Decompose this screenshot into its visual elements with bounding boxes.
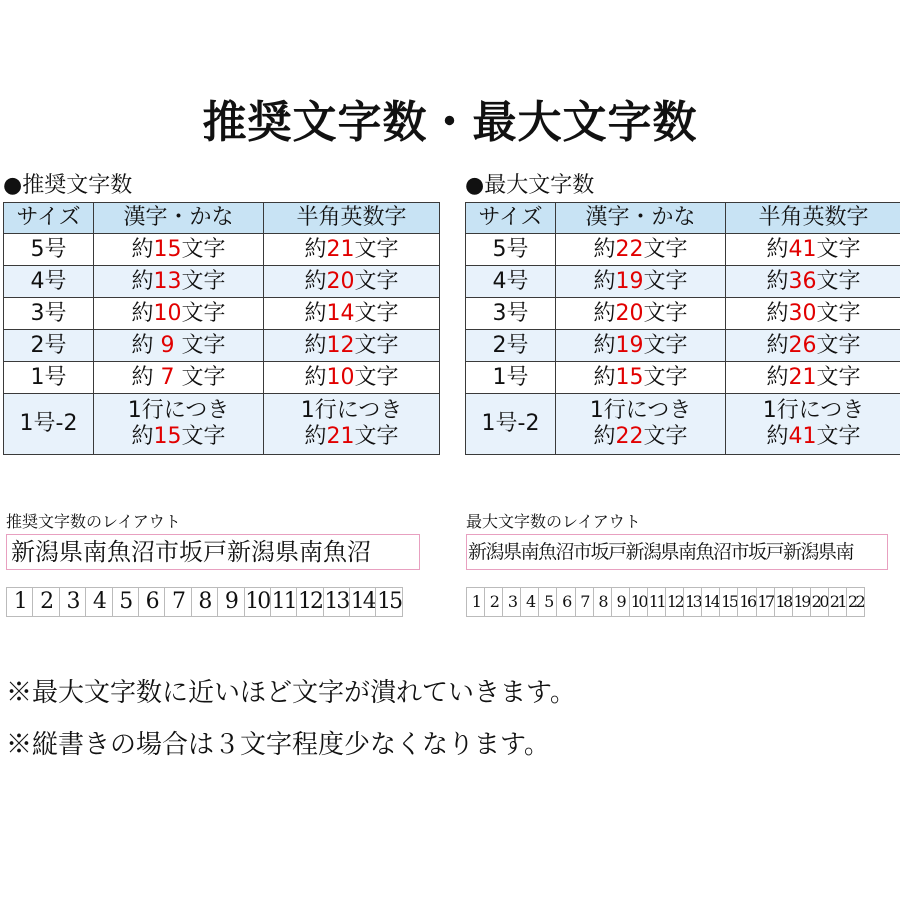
count-cell: 3 — [502, 587, 521, 617]
size-cell: 5号 — [4, 234, 94, 266]
size-cell: 1号 — [4, 362, 94, 394]
count-cell: 13 — [683, 587, 702, 617]
recommended-layout-label: 推奨文字数のレイアウト — [6, 512, 181, 531]
count-number: 20 — [326, 268, 355, 294]
count-cell: 2 — [484, 587, 503, 617]
count-number: 41 — [788, 424, 817, 449]
maximum-layout — [466, 512, 888, 617]
count-cell: 1 — [6, 587, 33, 617]
kana-count-cell — [556, 330, 726, 362]
kana-count-cell — [94, 298, 264, 330]
count-prefix: 約 — [304, 300, 327, 326]
count-number: 7 — [160, 364, 175, 390]
maximum-sample-text: 新潟県南魚沼市坂戸新潟県南魚沼市坂戸新潟県南 — [466, 534, 888, 570]
count-number: 14 — [326, 300, 355, 326]
count-suffix: 文字 — [354, 236, 399, 262]
maximum-layout-label: 最大文字数のレイアウト — [466, 512, 641, 531]
recommended-count-cells — [6, 587, 420, 617]
count-prefix: 約 — [304, 268, 327, 294]
count-number: 21 — [326, 424, 355, 449]
count-prefix: 約 — [766, 424, 789, 449]
count-suffix: 文字 — [174, 332, 226, 358]
count-cell: 5 — [538, 587, 557, 617]
count-prefix: 約 — [593, 268, 616, 294]
count-prefix: 約 — [593, 364, 616, 390]
count-number: 10 — [153, 300, 182, 326]
alpha-count-cell — [726, 362, 900, 394]
count-cell: 21 — [828, 587, 847, 617]
count-cell: 13 — [323, 587, 350, 617]
kana-count-cell — [94, 394, 264, 455]
size-cell: 5号 — [466, 234, 556, 266]
count-cell: 7 — [575, 587, 594, 617]
count-cell: 18 — [774, 587, 793, 617]
count-suffix: 文字 — [354, 300, 399, 326]
maximum-heading: ●最大文字数 — [465, 173, 595, 198]
count-prefix: 約 — [766, 236, 789, 262]
count-cell: 5 — [112, 587, 139, 617]
table-row — [466, 234, 900, 266]
alpha-count-cell — [726, 394, 900, 455]
count-suffix: 文字 — [643, 268, 688, 294]
table-row — [4, 298, 440, 330]
count-prefix: 約 — [593, 300, 616, 326]
count-number: 19 — [615, 268, 644, 294]
count-prefix: 約 — [766, 364, 789, 390]
kana-count-cell — [556, 234, 726, 266]
size-cell: 1号 — [466, 362, 556, 394]
size-cell: 1号-2 — [4, 394, 94, 455]
maximum-rows — [466, 234, 900, 455]
recommended-table — [3, 202, 440, 455]
alpha-count-cell — [726, 298, 900, 330]
table-row — [4, 362, 440, 394]
kana-count-cell — [94, 362, 264, 394]
count-prefix: 約 — [766, 268, 789, 294]
count-suffix: 文字 — [181, 236, 226, 262]
size-cell: 3号 — [466, 298, 556, 330]
count-suffix: 文字 — [354, 424, 399, 449]
alpha-count-cell — [264, 394, 440, 455]
count-prefix: 約 — [304, 424, 327, 449]
alpha-count-cell — [726, 234, 900, 266]
count-prefix: 約 — [131, 424, 154, 449]
note-crush: ※最大文字数に近いほど文字が潰れていきます。 — [6, 678, 576, 708]
count-suffix: 文字 — [181, 300, 226, 326]
per-line-label: 1行につき — [300, 398, 403, 423]
count-cell: 17 — [756, 587, 775, 617]
alpha-count-cell — [264, 330, 440, 362]
count-prefix: 約 — [304, 332, 327, 358]
count-line — [264, 424, 439, 450]
table-header-row — [466, 203, 900, 234]
kana-count-cell — [94, 330, 264, 362]
count-cell: 1 — [466, 587, 485, 617]
count-suffix: 文字 — [816, 300, 861, 326]
table-row — [466, 330, 900, 362]
count-number: 13 — [153, 268, 182, 294]
count-prefix: 約 — [766, 332, 789, 358]
recommended-heading: ●推奨文字数 — [3, 173, 133, 198]
recommended-rows — [4, 234, 440, 455]
count-suffix: 文字 — [816, 268, 861, 294]
count-cell: 14 — [701, 587, 720, 617]
count-line — [94, 424, 263, 450]
count-suffix: 文字 — [816, 332, 861, 358]
count-cell: 8 — [593, 587, 612, 617]
table-row — [466, 266, 900, 298]
count-number: 15 — [615, 364, 644, 390]
table-row — [4, 266, 440, 298]
count-suffix: 文字 — [816, 424, 861, 449]
table-row — [4, 330, 440, 362]
count-number: 20 — [615, 300, 644, 326]
kana-count-cell — [94, 266, 264, 298]
recommended-layout — [6, 512, 420, 617]
header-alpha: 半角英数字 — [726, 203, 900, 234]
count-prefix: 約 — [131, 268, 154, 294]
count-number: 15 — [153, 236, 182, 262]
count-prefix: 約 — [131, 332, 161, 358]
count-suffix: 文字 — [643, 300, 688, 326]
table-row — [4, 394, 440, 455]
table-row — [466, 394, 900, 455]
kana-count-cell — [94, 234, 264, 266]
count-cell: 4 — [85, 587, 112, 617]
table-header-row — [4, 203, 440, 234]
count-prefix: 約 — [593, 236, 616, 262]
count-cell: 8 — [191, 587, 218, 617]
count-cell: 11 — [647, 587, 666, 617]
alpha-count-cell — [264, 362, 440, 394]
count-number: 12 — [326, 332, 355, 358]
count-cell: 15 — [375, 587, 402, 617]
count-suffix: 文字 — [354, 332, 399, 358]
header-alpha: 半角英数字 — [264, 203, 440, 234]
count-suffix: 文字 — [354, 364, 399, 390]
alpha-count-cell — [264, 234, 440, 266]
count-cell: 16 — [737, 587, 756, 617]
count-prefix: 約 — [593, 424, 616, 449]
count-number: 9 — [160, 332, 175, 358]
per-line-label: 1行につき — [127, 398, 230, 423]
note-vertical: ※縦書きの場合は３文字程度少なくなります。 — [6, 730, 550, 760]
count-number: 19 — [615, 332, 644, 358]
page-title: 推奨文字数・最大文字数 — [202, 97, 698, 148]
count-cell: 3 — [59, 587, 86, 617]
count-suffix: 文字 — [354, 268, 399, 294]
alpha-count-cell — [726, 330, 900, 362]
count-cell: 7 — [164, 587, 191, 617]
header-size: サイズ — [4, 203, 94, 234]
kana-count-cell — [556, 394, 726, 455]
count-number: 15 — [153, 424, 182, 449]
count-cell: 2 — [32, 587, 59, 617]
count-cell: 9 — [217, 587, 244, 617]
size-cell: 2号 — [466, 330, 556, 362]
size-cell: 4号 — [466, 266, 556, 298]
count-line — [556, 424, 725, 450]
table-row — [4, 234, 440, 266]
count-cell: 14 — [349, 587, 376, 617]
recommended-sample-text: 新潟県南魚沼市坂戸新潟県南魚沼 — [6, 534, 420, 570]
count-prefix: 約 — [304, 236, 327, 262]
count-suffix: 文字 — [181, 268, 226, 294]
count-suffix: 文字 — [816, 236, 861, 262]
count-number: 22 — [615, 236, 644, 262]
count-suffix: 文字 — [181, 424, 226, 449]
size-cell: 3号 — [4, 298, 94, 330]
count-cell: 22 — [846, 587, 865, 617]
count-suffix: 文字 — [643, 424, 688, 449]
size-cell: 2号 — [4, 330, 94, 362]
header-kana: 漢字・かな — [556, 203, 726, 234]
count-number: 21 — [326, 236, 355, 262]
count-number: 22 — [615, 424, 644, 449]
maximum-section — [465, 170, 900, 455]
count-number: 10 — [326, 364, 355, 390]
kana-count-cell — [556, 298, 726, 330]
maximum-count-cells — [466, 587, 888, 617]
count-prefix: 約 — [131, 300, 154, 326]
count-number: 41 — [788, 236, 817, 262]
count-prefix: 約 — [131, 364, 161, 390]
count-number: 26 — [788, 332, 817, 358]
maximum-table — [465, 202, 900, 455]
kana-count-cell — [556, 266, 726, 298]
size-cell: 1号-2 — [466, 394, 556, 455]
count-cell: 15 — [719, 587, 738, 617]
count-prefix: 約 — [766, 300, 789, 326]
count-cell: 6 — [556, 587, 575, 617]
size-cell: 4号 — [4, 266, 94, 298]
alpha-count-cell — [726, 266, 900, 298]
recommended-section — [3, 170, 439, 455]
count-number: 21 — [788, 364, 817, 390]
count-cell: 11 — [270, 587, 297, 617]
count-cell: 19 — [792, 587, 811, 617]
count-prefix: 約 — [593, 332, 616, 358]
count-suffix: 文字 — [643, 364, 688, 390]
count-suffix: 文字 — [643, 236, 688, 262]
count-prefix: 約 — [131, 236, 154, 262]
count-cell: 9 — [611, 587, 630, 617]
count-cell: 12 — [665, 587, 684, 617]
alpha-count-cell — [264, 266, 440, 298]
count-cell: 10 — [629, 587, 648, 617]
count-prefix: 約 — [304, 364, 327, 390]
table-row — [466, 362, 900, 394]
count-suffix: 文字 — [816, 364, 861, 390]
count-cell: 6 — [138, 587, 165, 617]
count-cell: 12 — [296, 587, 323, 617]
count-suffix: 文字 — [643, 332, 688, 358]
per-line-label: 1行につき — [762, 398, 865, 423]
count-suffix: 文字 — [174, 364, 226, 390]
count-line — [726, 424, 900, 450]
header-kana: 漢字・かな — [94, 203, 264, 234]
count-cell: 10 — [244, 587, 271, 617]
per-line-label: 1行につき — [589, 398, 692, 423]
alpha-count-cell — [264, 298, 440, 330]
count-number: 30 — [788, 300, 817, 326]
header-size: サイズ — [466, 203, 556, 234]
count-cell: 20 — [810, 587, 829, 617]
count-number: 36 — [788, 268, 817, 294]
table-row — [466, 298, 900, 330]
count-cell: 4 — [520, 587, 539, 617]
kana-count-cell — [556, 362, 726, 394]
